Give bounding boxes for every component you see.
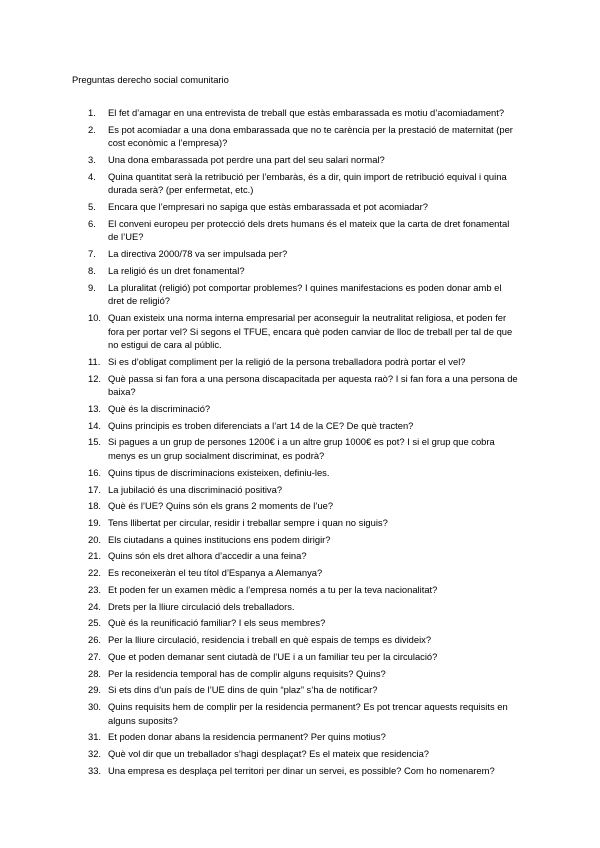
question-item [88,549,518,563]
question-item [88,372,518,399]
question-number: 30. [88,701,102,713]
question-number: 29. [88,684,102,696]
question-number: 26. [88,634,102,646]
question-number: 33. [88,764,102,776]
question-number: 25. [88,617,102,629]
question-number: 11. [88,355,101,367]
question-text: Et poden fer un examen mèdic a l’empresa només a tu per la teva nacionalitat? [108,583,438,595]
question-number: 21. [88,550,102,562]
question-number: 12. [88,372,102,384]
question-text: Quan existeix una norma interna empresarial per aconseguir la neutralitat religiosa, et poden fer fora per portar vel? Si segons el TFUE, encara què poden canviar de lloc de treball per tal de que no estigui de cara al públic. [108,311,513,351]
question-item [88,566,518,580]
question-number: 7. [88,248,96,260]
question-item [88,402,518,416]
question-text: Es reconeixeràn el teu títol d’Espanya a Alemanya? [108,567,323,579]
question-text: Quins principis es troben diferenciats a l’art 14 de la CE? De què tracten? [108,419,414,431]
document-title: Preguntas derecho social comunitario [72,74,229,85]
question-number: 10. [88,311,102,323]
question-text: Els ciutadans a quines institucions ens podem dirigir? [108,533,331,545]
question-item [88,264,518,278]
question-text: Una dona embarassada pot perdre una part del seu salari normal? [108,154,385,166]
question-text: La directiva 2000/78 va ser impulsada per? [108,248,288,260]
question-text: Què és la discriminació? [108,402,211,414]
question-text: Si pagues a un grup de persones 1200€ i a un altre grup 1000€ es pot? I si el grup que cobra menys es un grup socialment discriminat, es podrà? [108,436,495,462]
question-item [88,600,518,614]
question-item [88,355,518,369]
question-item [88,730,518,744]
question-text: Quins tipus de discriminacions existeixen, definiu-les. [108,466,330,478]
question-item [88,533,518,547]
question-item [88,123,518,150]
question-number: 22. [88,567,102,579]
question-text: Es pot acomiadar a una dona embarassada que no te carència per la prestació de maternitat (per cost econòmic a l’empresa)? [108,123,513,149]
question-text: Drets per la lliure circulació dels treballadors. [108,600,295,612]
question-number: 14. [88,419,102,431]
question-item [88,200,518,214]
question-list [88,106,518,781]
question-item [88,700,518,727]
question-text: La jubilació és una discriminació positiva? [108,483,283,495]
question-number: 31. [88,731,102,743]
question-text: La pluralitat (religió) pot comportar problemes? I quines manifestacions es poden donar amb el dret de religió? [108,281,502,307]
question-number: 23. [88,583,102,595]
question-item [88,499,518,513]
question-number: 9. [88,281,96,293]
question-item [88,764,518,778]
question-number: 5. [88,201,96,213]
question-item [88,633,518,647]
question-item [88,435,518,462]
question-text: Tens llibertat per circular, residir i treballar sempre i quan no siguis? [108,516,388,528]
question-item [88,683,518,697]
question-item [88,419,518,433]
question-number: 6. [88,217,96,229]
question-item [88,247,518,261]
question-number: 17. [88,483,102,495]
question-number: 18. [88,500,102,512]
question-item [88,281,518,308]
question-item [88,616,518,630]
question-item [88,516,518,530]
question-text: Et poden donar abans la residencia permanent? Per quins motius? [108,731,386,743]
question-number: 20. [88,533,102,545]
question-text: Quins requisits hem de complir per la residencia permanent? Es pot trencar aquests requisits en alguns suposits? [108,701,508,726]
question-number: 15. [88,436,102,448]
question-text: Per la residencia temporal has de complir alguns requisits? Quins? [108,667,386,679]
question-text: Què és la reunificació familiar? I els seus membres? [108,617,326,629]
question-item [88,667,518,681]
question-number: 2. [88,123,96,135]
question-text: El conveni europeu per protecció dels drets humans és el mateix que la carta de dret fonamental de l’UE? [108,217,510,243]
question-number: 8. [88,264,96,276]
question-text: La religió és un dret fonamental? [108,264,245,276]
question-item [88,483,518,497]
question-item [88,650,518,664]
question-item [88,747,518,761]
question-number: 3. [88,154,96,166]
question-text: Què és l’UE? Quins són els grans 2 moments de l’ue? [108,500,334,512]
question-number: 28. [88,667,102,679]
question-number: 19. [88,516,102,528]
question-item [88,466,518,480]
question-text: Una empresa es desplaça pel territori per dinar un servei, es possible? Com ho nomenarem? [108,764,495,776]
question-number: 1. [88,107,96,118]
question-text: Si ets dins d’un país de l’UE dins de quin “plaz” s’ha de notificar? [108,684,378,696]
question-item [88,217,518,244]
question-item [88,153,518,167]
question-number: 4. [88,170,96,182]
question-text: Per la lliure circulació, residencia i treball en què espais de temps es divideix? [108,634,432,646]
question-item [88,106,518,120]
question-item [88,311,518,352]
question-text: Si es d’obligat compliment per la religió de la persona treballadora podrà portar el vel? [108,355,466,367]
question-number: 32. [88,748,102,760]
question-number: 24. [88,600,102,612]
question-text: El fet d’amagar en una entrevista de treball que estàs embarassada es motiu d’acomiadament? [108,107,505,118]
question-text: Que et poden demanar sent ciutadà de l’UE i a un familiar teu per la circulació? [108,650,438,662]
question-text: Quina quantitat serà la retribució per l’embaràs, és a dir, quin import de retribució equival i quina durada serà? (per enfermetat, etc.) [108,170,507,196]
question-text: Quins són els dret alhora d’accedir a una feina? [108,550,307,562]
question-text: Encara que l’empresari no sapiga que estàs embarassada et pot acomiadar? [108,201,428,213]
question-number: 27. [88,650,102,662]
question-number: 13. [88,402,102,414]
question-text: Què passa si fan fora a una persona discapacitada per aquesta raò? I si fan fora a una persona de baixa? [108,372,518,398]
question-item [88,583,518,597]
question-text: Què vol dir que un treballador s’hagi desplaçat? Es el mateix que residencia? [108,748,430,760]
question-item [88,170,518,197]
question-number: 16. [88,466,102,478]
